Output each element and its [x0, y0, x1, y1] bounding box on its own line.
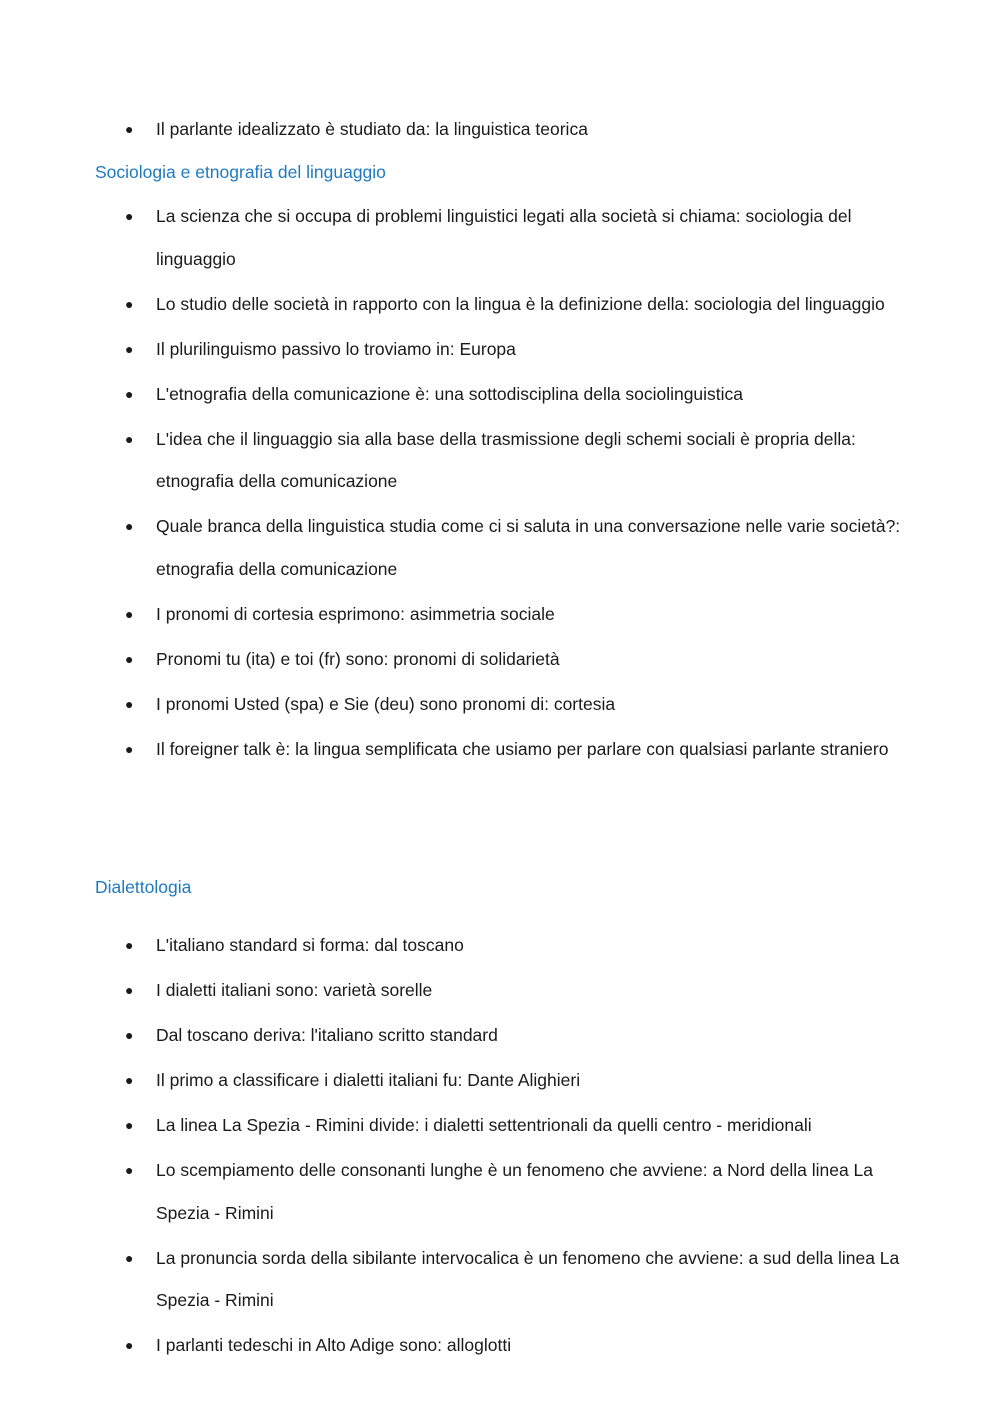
bullet-icon: ● [125, 430, 134, 447]
list-item-text: La pronuncia sorda della sibilante intervocalica è un fenomeno che avviene: a sud della linea La Spezia - Rimini [156, 1247, 900, 1310]
bullet-icon: ● [125, 1337, 134, 1353]
list-item [0, 108, 1000, 151]
section-heading-sociologia: Sociologia e etnografia del linguaggio [95, 162, 386, 182]
list-item-text: L'idea che il linguaggio sia alla base della trasmissione degli schemi sociali è propria della: etnografia della comunicazione [156, 428, 856, 491]
bullet-icon: ● [125, 740, 134, 757]
list-item-text: Lo studio delle società in rapporto con la lingua è la definizione della: sociologia del linguaggio [156, 293, 885, 314]
list-item [0, 593, 1000, 636]
bullet-icon: ● [125, 695, 134, 712]
list-item-text: I parlanti tedeschi in Alto Adige sono: alloglotti [156, 1335, 512, 1355]
bullet-icon: ● [125, 937, 134, 953]
list-item-text: La linea La Spezia - Rimini divide: i dialetti settentrionali da quelli centro - meridionali [156, 1115, 812, 1135]
list-item [0, 1149, 1000, 1234]
bullet-icon: ● [125, 121, 134, 137]
bullet-icon: ● [125, 650, 134, 667]
list-item-text: L'etnografia della comunicazione è: una sottodisciplina della sociolinguistica [156, 383, 744, 404]
bullet-icon: ● [125, 1072, 134, 1088]
list-item [0, 924, 1000, 967]
bullet-icon: ● [125, 605, 134, 622]
bullet-icon: ● [125, 1162, 134, 1178]
list-item-text: La scienza che si occupa di problemi linguistici legati alla società si chiama: sociologia del linguaggio [156, 206, 852, 269]
list-item [0, 1237, 1000, 1322]
list-item-text: Il parlante idealizzato è studiato da: la linguistica teorica [156, 119, 588, 139]
bullet-icon: ● [125, 1027, 134, 1043]
list-item-text: Il plurilinguismo passivo lo troviamo in: Europa [156, 338, 516, 359]
list-item-text: Pronomi tu (ita) e toi (fr) sono: pronomi di solidarietà [156, 648, 560, 669]
list-item [0, 1104, 1000, 1147]
list-item-text: I dialetti italiani sono: varietà sorelle [156, 980, 433, 1000]
list-item-text: I pronomi di cortesia esprimono: asimmetria sociale [156, 603, 555, 624]
bullet-list-intro [0, 108, 1000, 153]
list-item-text: Dal toscano deriva: l'italiano scritto standard [156, 1025, 498, 1045]
list-item-text: Lo scempiamento delle consonanti lunghe è un fenomeno che avviene: a Nord della linea La Spezia - Rimini [156, 1160, 874, 1223]
bullet-icon: ● [125, 1249, 134, 1266]
list-item-text: Quale branca della linguistica studia come ci si saluta in una conversazione nelle varie società?: etnografia della comunicazione [156, 516, 901, 579]
list-item [0, 373, 1000, 416]
list-item [0, 1014, 1000, 1057]
bullet-list-dialettologia [0, 924, 1000, 1369]
list-item [0, 195, 1000, 280]
bullet-icon: ● [125, 208, 134, 224]
list-item [0, 683, 1000, 726]
list-item [0, 418, 1000, 503]
list-item-text: L'italiano standard si forma: dal toscano [156, 935, 464, 955]
list-item [0, 728, 1000, 771]
list-item-text: Il primo a classificare i dialetti italiani fu: Dante Alighieri [156, 1070, 581, 1090]
list-item-text: Il foreigner talk è: la lingua semplificata che usiamo per parlare con qualsiasi parlante straniero [156, 738, 889, 759]
bullet-icon: ● [125, 1117, 134, 1133]
bullet-list-sociologia [0, 195, 1000, 773]
section-heading-dialettologia: Dialettologia [95, 877, 192, 897]
bullet-icon: ● [125, 295, 134, 312]
list-item [0, 1324, 1000, 1367]
list-item [0, 283, 1000, 326]
bullet-icon: ● [125, 982, 134, 998]
bullet-icon: ● [125, 385, 134, 402]
bullet-icon: ● [125, 340, 134, 357]
list-item [0, 1059, 1000, 1102]
bullet-icon: ● [125, 518, 134, 534]
list-item [0, 328, 1000, 371]
list-item [0, 969, 1000, 1012]
list-item [0, 505, 1000, 590]
list-item-text: I pronomi Usted (spa) e Sie (deu) sono pronomi di: cortesia [156, 693, 616, 714]
list-item [0, 638, 1000, 681]
